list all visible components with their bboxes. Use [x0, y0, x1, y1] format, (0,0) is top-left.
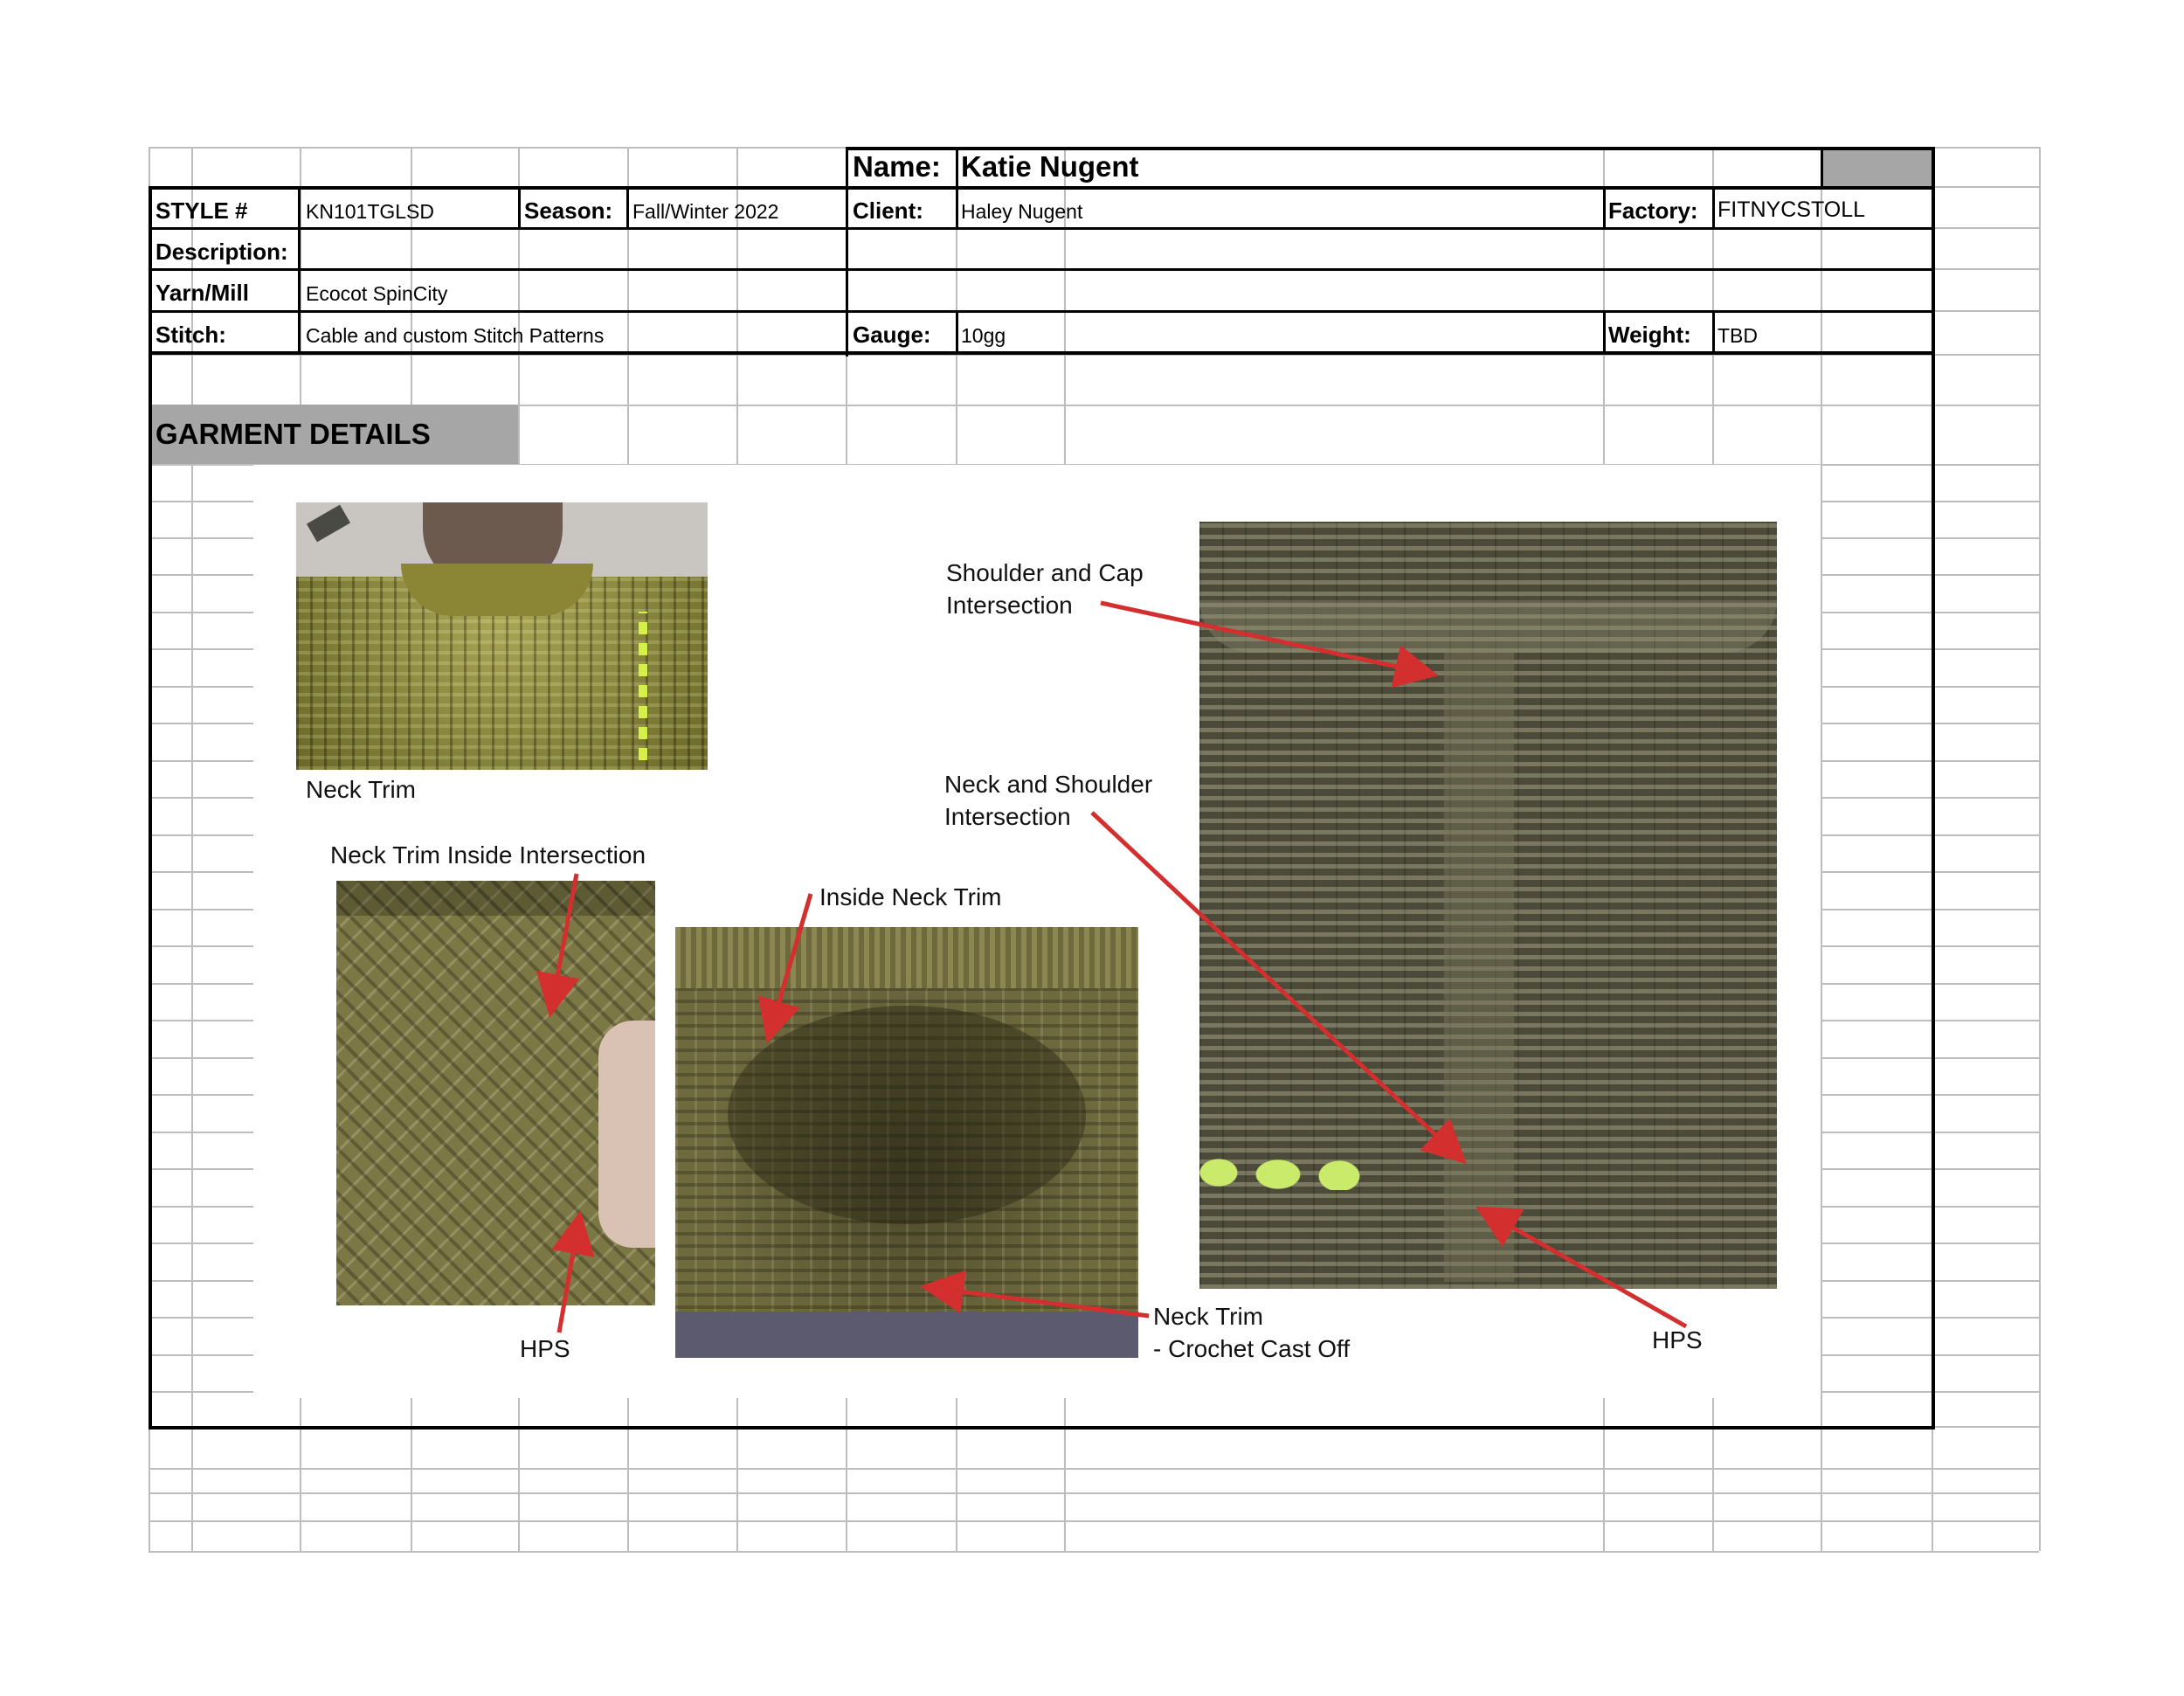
arrow-hps-right	[1487, 1213, 1686, 1326]
gauge-label: Gauge:	[853, 322, 931, 348]
style-label: STYLE #	[156, 197, 248, 224]
season-label: Season:	[524, 197, 613, 224]
style-value: KN101TGLSD	[306, 200, 435, 223]
arrow-hps-left	[559, 1223, 578, 1333]
label-neck-trim-inside: Neck Trim Inside Intersection	[330, 841, 646, 869]
label-hps-left: HPS	[520, 1335, 570, 1362]
factory-label: Factory:	[1608, 197, 1698, 224]
weight-value: TBD	[1717, 324, 1758, 347]
label-hps-right: HPS	[1652, 1326, 1703, 1353]
arrow-neck-trim-crochet	[933, 1288, 1149, 1316]
name-value: Katie Nugent	[961, 150, 1139, 183]
arrow-inside-neck-trim	[771, 894, 811, 1031]
season-value: Fall/Winter 2022	[632, 200, 779, 223]
yarn-value: Ecocot SpinCity	[306, 282, 448, 305]
arrow-neck-shoulder	[1092, 813, 1457, 1155]
client-value: Haley Nugent	[961, 200, 1083, 223]
arrow-shoulder-cap	[1101, 603, 1426, 673]
arrow-neck-trim-inside	[552, 874, 577, 1005]
yarn-label: Yarn/Mill	[156, 280, 249, 306]
stitch-value: Cable and custom Stitch Patterns	[306, 324, 605, 347]
label-neck-trim: Neck Trim	[306, 776, 416, 803]
description-label: Description:	[156, 239, 288, 265]
label-neck-trim-crochet: Neck Trim - Crochet Cast Off	[1153, 1303, 1351, 1362]
stitch-label: Stitch:	[156, 322, 226, 348]
name-label: Name:	[853, 150, 941, 183]
label-shoulder-cap: Shoulder and Cap Intersection	[946, 559, 1144, 619]
gauge-value: 10gg	[961, 324, 1006, 347]
factory-value: FITNYCSTOLL	[1717, 197, 1866, 222]
label-inside-neck-trim: Inside Neck Trim	[819, 883, 1002, 910]
label-neck-shoulder: Neck and Shoulder Intersection	[944, 771, 1153, 830]
client-label: Client:	[853, 197, 923, 224]
weight-label: Weight:	[1608, 322, 1691, 348]
section-title: GARMENT DETAILS	[156, 418, 431, 450]
